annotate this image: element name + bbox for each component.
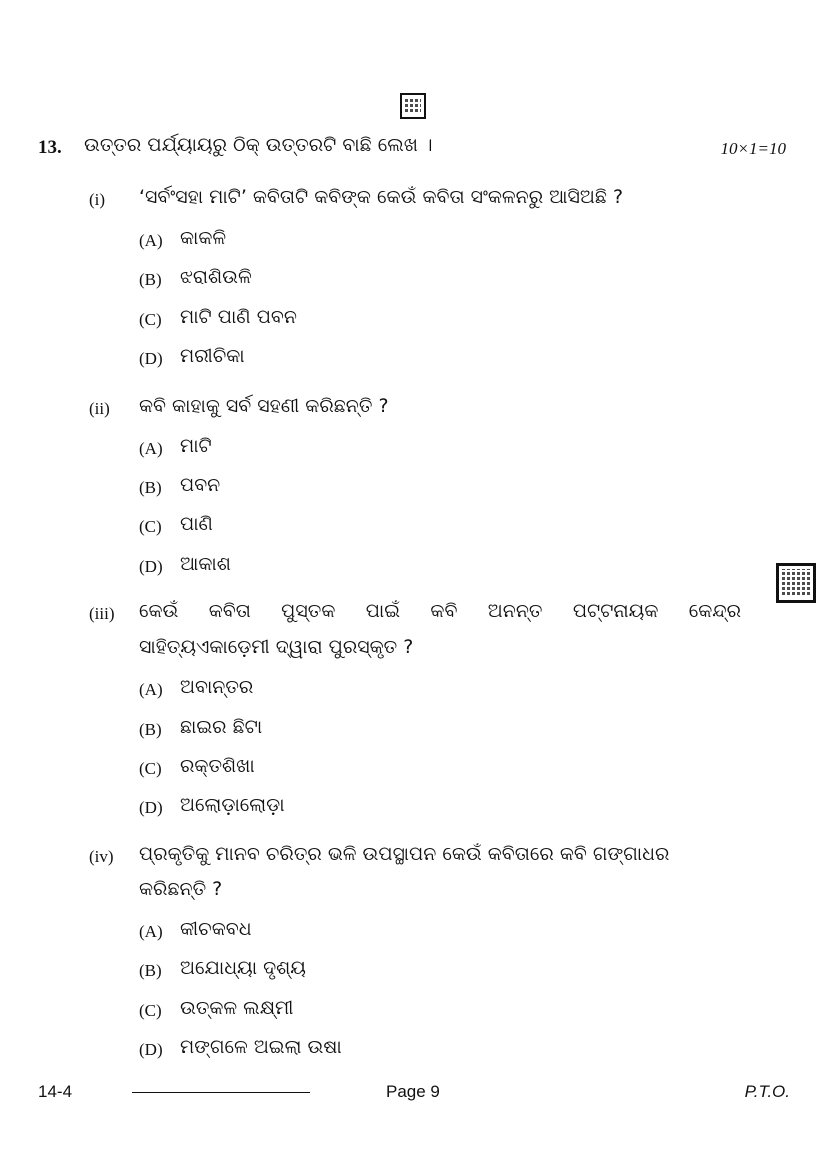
- subquestion-text-line2: କରିଛନ୍ତି ?: [139, 878, 223, 900]
- question-instruction: ଉତ୍ତର ପର୍ଯ୍ୟାୟରୁ ଠିକ୍ ଉତ୍ତରଟି ବାଛି ଲେଖ ।: [84, 134, 433, 156]
- subquestion-label: (iii): [89, 604, 115, 623]
- option-label: (C): [139, 310, 162, 329]
- option-label: (D): [139, 557, 163, 576]
- subquestion-label: (iv): [89, 847, 114, 866]
- option-text: ଝରାଶିଉଳି: [180, 266, 252, 288]
- option-label: (A): [139, 439, 163, 458]
- option-label: (C): [139, 1001, 162, 1020]
- question-marks: 10×1=10: [720, 139, 786, 158]
- subquestion-text: କବି କାହାକୁ ସର୍ବ ସହଣୀ କରିଛନ୍ତି ?: [139, 395, 389, 417]
- option-text: ମରୀଚିକା: [180, 345, 245, 367]
- option-text: କୀଚକବଧ: [180, 918, 252, 940]
- subquestion-label: (i): [89, 190, 106, 209]
- option-label: (C): [139, 517, 162, 536]
- option-text: ରକ୍ତଶିଖା: [180, 755, 255, 777]
- option-label: (B): [139, 720, 162, 739]
- option-label: (A): [139, 231, 163, 250]
- footer-code: 14-4: [38, 1082, 73, 1101]
- option-text: ଅବାନ୍ତର: [180, 676, 254, 698]
- subquestion-label: (ii): [89, 399, 110, 418]
- subquestion-text-line1: କେଉଁ କବିତା ପୁସ୍ତକ ପାଇଁ କବି ଅନନ୍ତ ପଟ୍ଟନାୟକ କେନ୍ଦ୍ର: [139, 600, 741, 622]
- option-label: (D): [139, 1040, 163, 1059]
- option-label: (A): [139, 680, 163, 699]
- option-text: ଉତ୍କଳ ଲକ୍ଷ୍ମୀ: [180, 997, 294, 1019]
- footer-rule: [132, 1092, 310, 1093]
- option-text: ମାଟି ପାଣି ପବନ: [180, 306, 297, 328]
- option-text: ଅଲୋଡ଼ାଲୋଡ଼ା: [180, 794, 285, 816]
- option-text: କାକଳି: [180, 227, 227, 249]
- qr-code-side: [776, 563, 816, 603]
- pto-text: P.T.O.: [744, 1082, 790, 1101]
- page-number: Page 9: [386, 1082, 440, 1101]
- option-text: ଅଯୋଧ୍ୟା ଦୃଶ୍ୟ: [180, 957, 306, 979]
- subquestion-text: ‘ସର୍ବଂସହା ମାଟି’ କବିତାଟି କବିଙ୍କ କେଉଁ କବିତା ସଂକଳନରୁ ଆସିଅଛି ?: [139, 186, 624, 208]
- option-label: (B): [139, 961, 162, 980]
- option-text: ଛାଇର ଛିଟା: [180, 716, 263, 738]
- option-label: (B): [139, 270, 162, 289]
- option-text: ଆକାଶ: [180, 553, 231, 575]
- option-text: ମାଟି: [180, 435, 212, 457]
- option-text: ପାଣି: [180, 513, 213, 535]
- question-number: 13.: [38, 137, 62, 158]
- option-label: (A): [139, 922, 163, 941]
- qr-code-top: [400, 93, 426, 119]
- option-label: (D): [139, 349, 163, 368]
- option-label: (C): [139, 759, 162, 778]
- option-text: ମଙ୍ଗଳେ ଅଇଲା ଉଷା: [180, 1036, 342, 1058]
- subquestion-text-line1: ପ୍ରକୃତିକୁ ମାନବ ଚରିତ୍ର ଭଳି ଉପସ୍ଥାପନ କେଉଁ କବିତାରେ କବି ଗଙ୍ଗାଧର: [139, 843, 670, 865]
- option-label: (D): [139, 798, 163, 817]
- option-text: ପବନ: [180, 474, 221, 496]
- option-label: (B): [139, 478, 162, 497]
- subquestion-text-line2: ସାହିତ୍ୟଏକାଡ଼େମୀ ଦ୍ୱାରା ପୁରସ୍କୃତ ?: [139, 636, 414, 658]
